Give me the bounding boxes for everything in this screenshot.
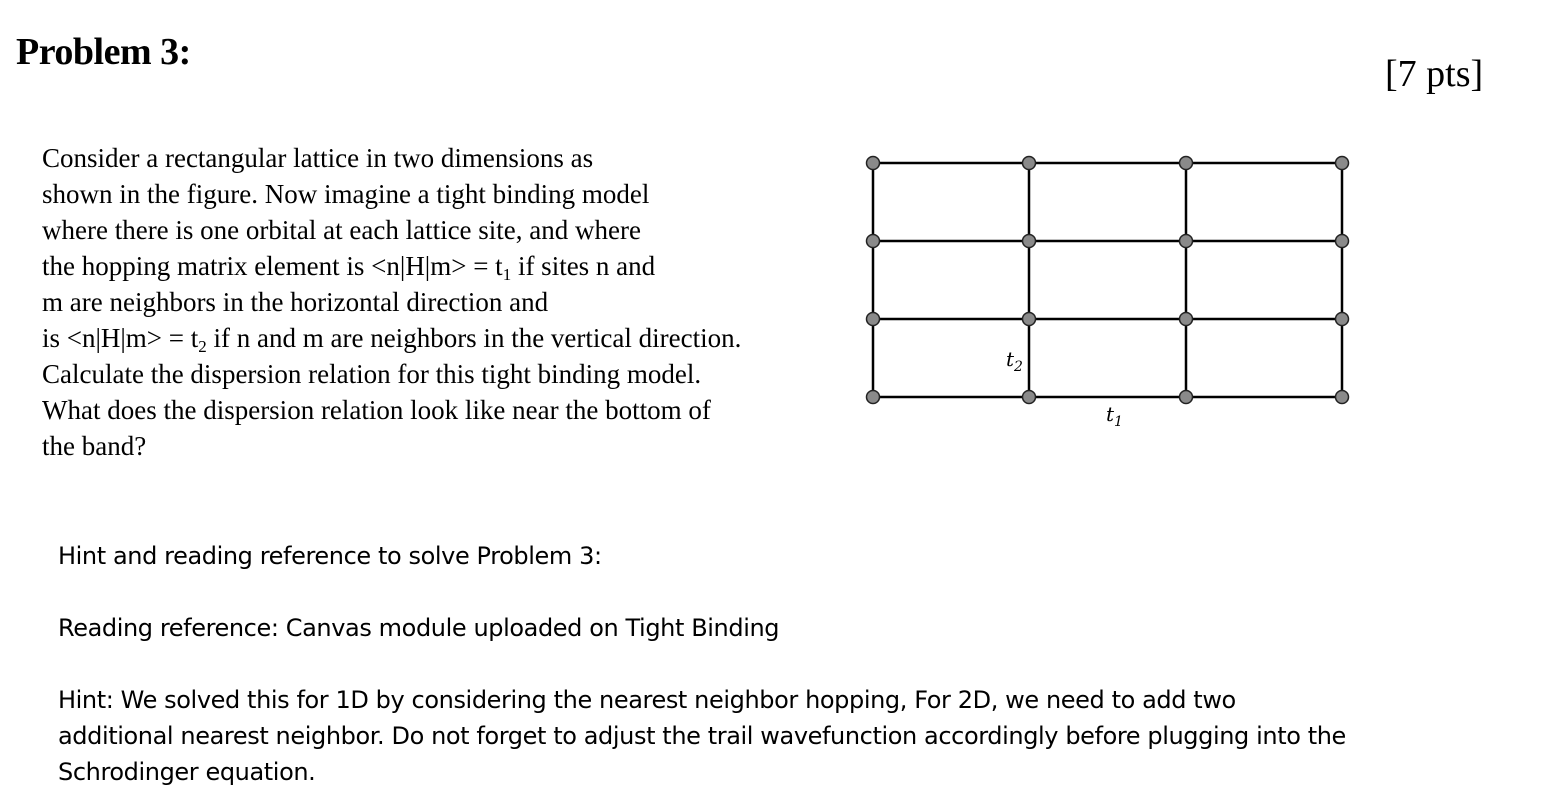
hint-text xyxy=(58,682,1498,790)
problem-line: What does the dispersion relation look like near the bottom of xyxy=(42,395,711,425)
problem-statement xyxy=(42,140,842,464)
problem-line: the hopping matrix element is $<n|H|m> = t_1$ if sites n and xyxy=(42,251,656,284)
reading-reference: Reading reference: Canvas module uploaded on Tight Binding xyxy=(58,614,780,642)
problem-line: the band? xyxy=(42,431,147,461)
problem-line: is $<n|H|m> = t_2$ if n and m are neighbors in the vertical direction. xyxy=(42,323,742,356)
lattice-site xyxy=(1180,157,1193,170)
hint-line: Hint: We solved this for 1D by considering the nearest neighbor hopping, For 2D, we need to add two xyxy=(58,686,1236,714)
problem-line: shown in the figure. Now imagine a tight binding model xyxy=(42,179,650,209)
problem-line: where there is one orbital at each lattice site, and where xyxy=(42,215,641,245)
lattice-site xyxy=(1023,313,1036,326)
lattice-nodes xyxy=(867,157,1349,404)
hint-line: Schrodinger equation. xyxy=(58,758,316,786)
lattice-site xyxy=(1023,391,1036,404)
lattice-site xyxy=(1180,391,1193,404)
lattice-site xyxy=(867,391,880,404)
lattice-site xyxy=(867,235,880,248)
lattice-site xyxy=(1336,391,1349,404)
lattice-site xyxy=(1336,313,1349,326)
lattice-site xyxy=(1336,157,1349,170)
lattice-lines xyxy=(873,163,1342,397)
lattice-site xyxy=(1023,235,1036,248)
t2-label: $t_2$ xyxy=(1006,347,1023,375)
lattice-site xyxy=(1336,235,1349,248)
lattice-site xyxy=(1180,235,1193,248)
problem-line: Calculate the dispersion relation for this tight binding model. xyxy=(42,359,702,389)
problem-title: Problem 3: xyxy=(16,31,191,73)
hint-line: additional nearest neighbor. Do not forget to adjust the trail wavefunction accordingly before plugging into the xyxy=(58,722,1346,750)
problem-line: m are neighbors in the horizontal direction and xyxy=(42,287,549,317)
lattice-site xyxy=(1180,313,1193,326)
lattice-site xyxy=(1023,157,1036,170)
hint-title: Hint and reading reference to solve Problem 3: xyxy=(58,542,602,570)
lattice-site xyxy=(867,157,880,170)
points-label: [7 pts] xyxy=(1385,53,1484,95)
t1-label: $t_1$ xyxy=(1106,402,1123,430)
lattice-site xyxy=(867,313,880,326)
problem-line: Consider a rectangular lattice in two dimensions as xyxy=(42,143,594,173)
lattice-figure xyxy=(858,148,1358,438)
